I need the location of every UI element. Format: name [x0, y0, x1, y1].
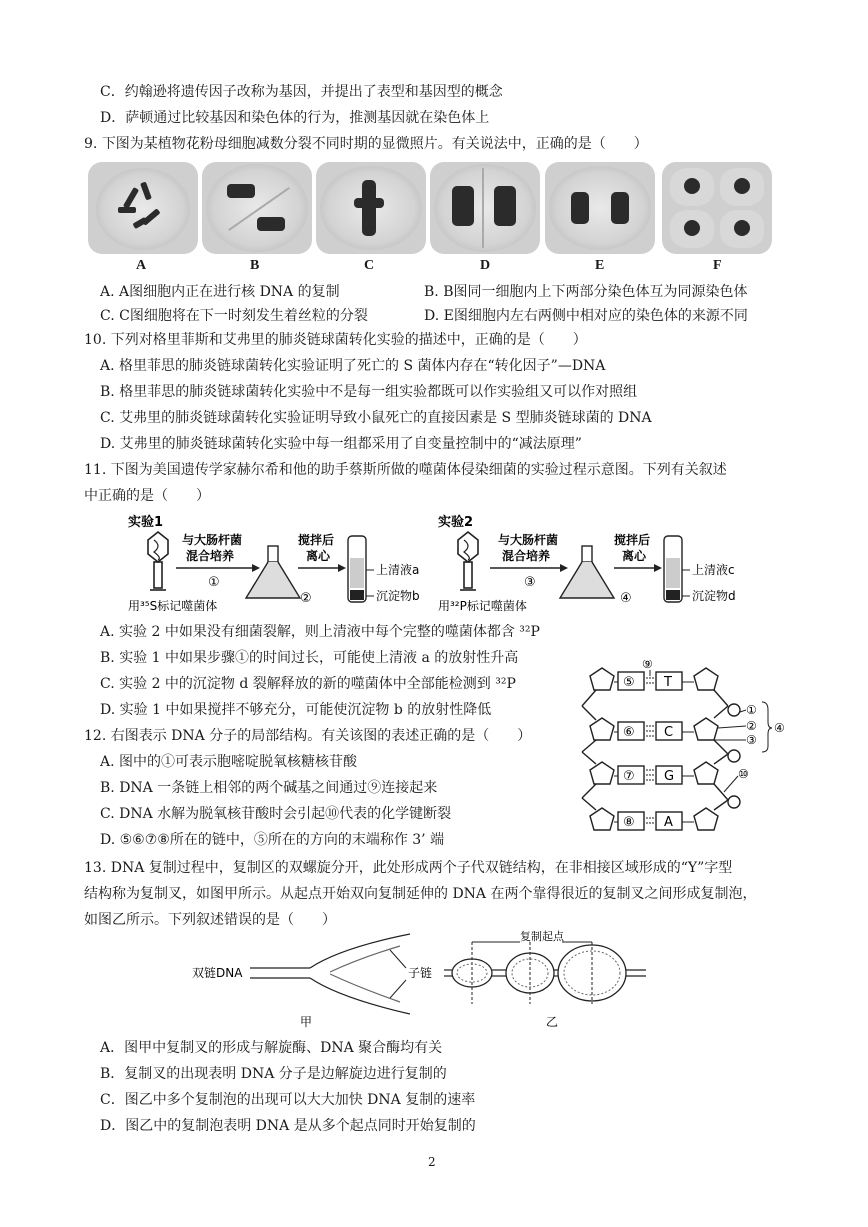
q13-option-d: D．图乙中的复制泡表明 DNA 是从多个起点同时开始复制的: [100, 1118, 476, 1134]
fig-yi-caption: 乙: [546, 1015, 559, 1029]
q9-option-d: D. E图细胞内左右两侧中相对应的染色体的来源不同: [424, 308, 748, 324]
q9-option-c: C. C图细胞将在下一时刻发生着丝粒的分裂: [100, 308, 368, 324]
q12-option-c: C. DNA 水解为脱氧核苷酸时会引起⑩代表的化学键断裂: [100, 806, 452, 822]
q12-option-d: D. ⑤⑥⑦⑧所在的链中，⑤所在的方向的末端称作 3’ 端: [100, 832, 445, 848]
exp1-flask-icon: [246, 546, 300, 598]
q10-option-b: B. 格里菲思的肺炎链球菌转化实验中不是每一组实验都既可以作实验组又可以作对照组: [100, 384, 638, 400]
exp1-precipitate: 沉淀物b: [376, 589, 420, 603]
label-b: B: [250, 258, 260, 273]
exp2-title: 实验2: [438, 515, 474, 530]
q10-option-d: D. 艾弗里的肺炎链球菌转化实验中每一组都采用了自变量控制中的“减法原理”: [100, 436, 582, 452]
label-a: A: [136, 258, 147, 273]
exp2-stir-label2: 离心: [622, 549, 647, 563]
q11-option-b: B. 实验 1 中如果步骤①的时间过长，可能使上清液 a 的放射性升高: [100, 650, 519, 666]
q12-option-a: A. 图中的①可表示胞嘧啶脱氧核糖核苷酸: [100, 754, 358, 770]
exp2-step2: ④: [620, 591, 632, 606]
exp1-phage-icon: [148, 532, 168, 590]
micrograph-f: [662, 162, 772, 254]
exp1-stir-label: 搅拌后: [298, 533, 335, 547]
micrograph-b: [202, 162, 312, 254]
q13-option-b: B．复制叉的出现表明 DNA 分子是边解旋边进行复制的: [100, 1066, 447, 1082]
exp1-mix-label: 与大肠杆菌: [182, 533, 243, 547]
base-right-g: G: [664, 769, 675, 784]
q10-option-a: A. 格里菲思的肺炎链球菌转化实验证明了死亡的 S 菌体内存在“转化因子”—DNA: [100, 358, 606, 374]
replication-fork-figure: [192, 934, 432, 1029]
exp2-phage-icon: [458, 532, 478, 590]
label-c: C: [364, 258, 375, 273]
q13-option-a: A．图甲中复制叉的形成与解旋酶、DNA 聚合酶均有关: [100, 1040, 443, 1056]
label-d: D: [480, 258, 491, 273]
exp2-flask-icon: [560, 546, 614, 598]
exp1-tube-icon: [348, 536, 366, 602]
label-e: E: [595, 258, 605, 273]
q11-option-a: A. 实验 2 中如果没有细菌裂解，则上清液中每个完整的噬菌体都含 ³²P: [100, 624, 540, 640]
dna-structure-diagram: [566, 660, 796, 850]
exp2-stir-label: 搅拌后: [614, 533, 651, 547]
exp2-phage-label: 用³²P标记噬菌体: [438, 599, 527, 613]
dna-left-backbone: [582, 668, 618, 830]
exp2-mix-label: 与大肠杆菌: [498, 533, 559, 547]
base-right-a: A: [664, 815, 673, 830]
q9-option-b: B. B图同一细胞内上下两部分染色体互为同源染色体: [424, 284, 748, 300]
q9-option-a: A. A图细胞内正在进行核 DNA 的复制: [100, 284, 340, 300]
micrograph-c: [316, 162, 426, 254]
base-right-t: T: [664, 675, 672, 690]
exp2-precipitate: 沉淀物d: [692, 589, 736, 603]
base-left-8: ⑧: [623, 815, 635, 830]
base-right-c: C: [664, 725, 674, 740]
mark-2: ②: [746, 719, 757, 733]
q9-stem: 9. 下图为某植物花粉母细胞减数分裂不同时期的显微照片。有关说法中，正确的是（ ）: [84, 136, 648, 152]
q12-stem: 12. 右图表示 DNA 分子的局部结构。有关该图的表述正确的是（ ）: [84, 728, 532, 744]
q11-stem-line2: 中正确的是（ ）: [84, 488, 210, 504]
exp2-tube-icon: [664, 536, 682, 602]
micrograph-e: [545, 162, 655, 254]
base-left-5: ⑤: [623, 675, 635, 690]
q8-option-d: D．萨顿通过比较基因和染色体的行为，推测基因就在染色体上: [100, 110, 490, 126]
mark-3: ③: [746, 733, 757, 747]
exp1-stir-label2: 离心: [306, 549, 331, 563]
q13-stem-line2: 结构称为复制叉，如图甲所示。从起点开始双向复制延伸的 DNA 在两个靠得很近的复制叉之间形成复制泡，: [84, 886, 757, 902]
dna-right-backbone: [682, 668, 740, 830]
q13-stem-line1: 13. DNA 复制过程中，复制区的双螺旋分开，此处形成两个子代双链结构，在非相接区域形成的“Y”字型: [84, 860, 733, 876]
mark-9: ⑨: [642, 660, 653, 671]
base-left-6: ⑥: [623, 725, 635, 740]
micrograph-a: [88, 162, 198, 254]
q12-option-b: B. DNA 一条链上相邻的两个碱基之间通过⑨连接起来: [100, 780, 438, 796]
mark-10: ⑩: [738, 767, 749, 781]
micrograph-d: [430, 162, 540, 254]
q8-option-c: C．约翰逊将遗传因子改称为基因，并提出了表型和基因型的概念: [100, 84, 503, 100]
q13-stem-line3: 如图乙所示。下列叙述错误的是（ ）: [84, 912, 336, 928]
exp1-supernatant: 上清液a: [376, 563, 420, 577]
fig-jia-child: 子链: [408, 966, 433, 980]
q11-option-d: D. 实验 1 中如果搅拌不够充分，可能使沉淀物 b 的放射性降低: [100, 702, 492, 718]
q11-stem-line1: 11. 下图为美国遗传学家赫尔希和他的助手蔡斯所做的噬菌体侵染细菌的实验过程示意图。下列有关叙述: [84, 462, 727, 478]
q11-option-c: C. 实验 2 中的沉淀物 d 裂解释放的新的噬菌体中全部能检测到 ³²P: [100, 676, 516, 692]
mark-1: ①: [746, 703, 757, 717]
exp2-mix-label2: 混合培养: [502, 549, 551, 563]
base-left-7: ⑦: [623, 769, 635, 784]
exp2-supernatant: 上清液c: [692, 563, 735, 577]
exp1-mix-label2: 混合培养: [186, 549, 235, 563]
dna-base-pairs: [618, 672, 682, 830]
fig-yi-origin: 复制起点: [520, 930, 564, 943]
q10-option-c: C. 艾弗里的肺炎链球菌转化实验证明导致小鼠死亡的直接因素是 S 型肺炎链球菌的 DNA: [100, 410, 652, 426]
exp1-title: 实验1: [128, 515, 164, 530]
phage-experiment-diagram: [120, 510, 790, 620]
q13-option-c: C．图乙中多个复制泡的出现可以大大加快 DNA 复制的速率: [100, 1092, 476, 1108]
label-f: F: [713, 258, 722, 273]
exp2-step1: ③: [524, 575, 536, 590]
page-number: 2: [428, 1155, 436, 1169]
exp1-phage-label: 用³⁵S标记噬菌体: [128, 599, 218, 613]
mark-4: ④: [774, 721, 785, 735]
fig-jia-label: 双链DNA: [192, 966, 243, 980]
fig-jia-caption: 甲: [300, 1015, 313, 1029]
replication-bubble-figure: [444, 929, 646, 1029]
exp1-step2: ②: [300, 591, 312, 606]
exp1-step1: ①: [208, 575, 220, 590]
q10-stem: 10. 下列对格里菲斯和艾弗里的肺炎链球菌转化实验的描述中，正确的是（ ）: [84, 332, 587, 348]
replication-diagrams: [190, 928, 670, 1032]
